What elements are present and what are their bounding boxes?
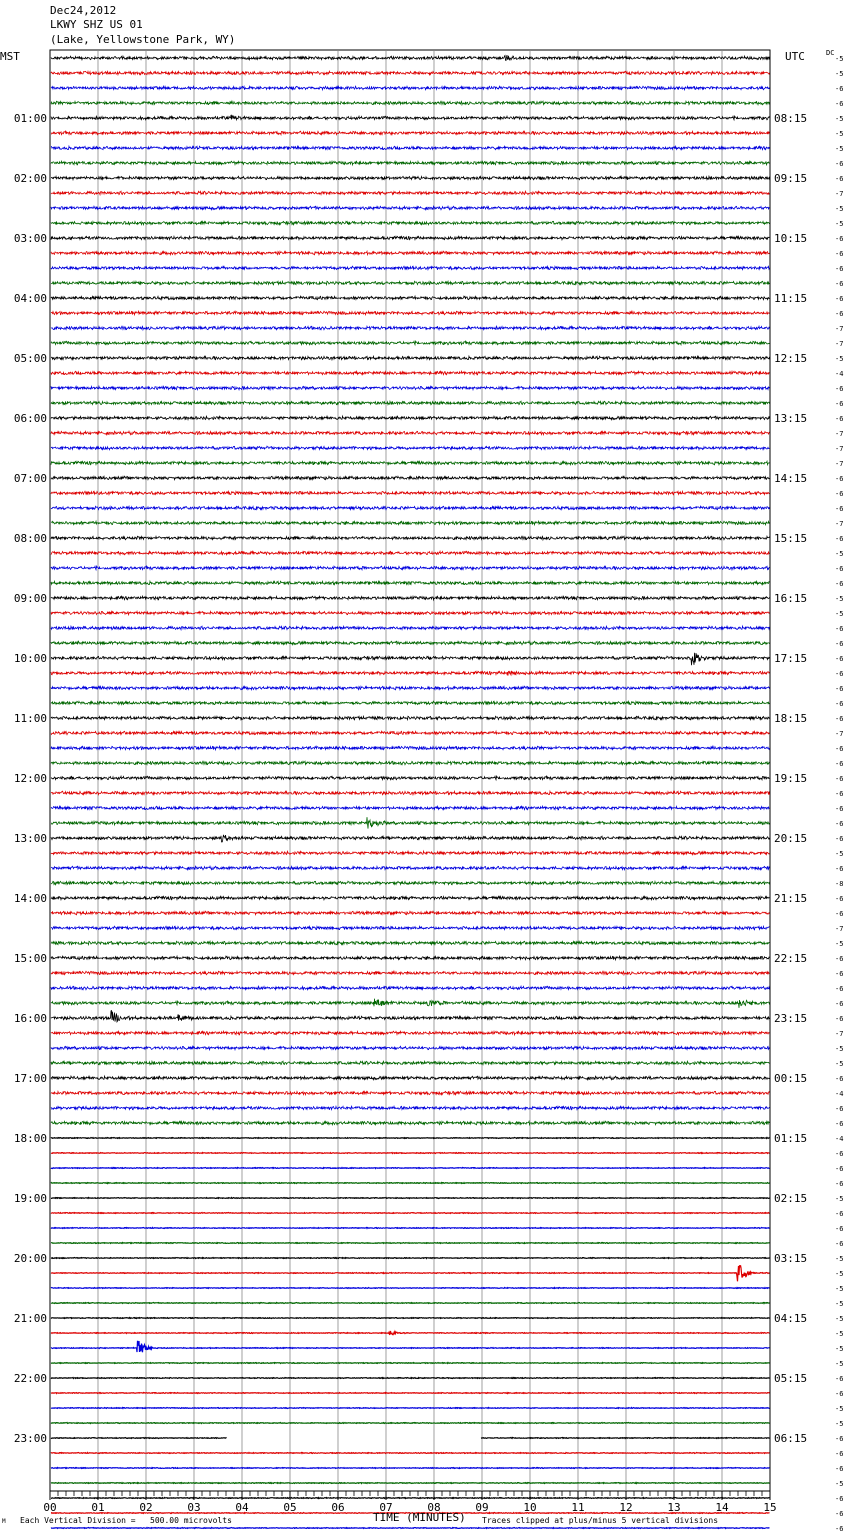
dc-offset-value: -6 — [835, 295, 844, 303]
seismic-trace-row — [51, 835, 770, 842]
x-tick-label: 14 — [715, 1501, 729, 1514]
dc-offset-value: -6 — [835, 775, 844, 783]
seismic-trace-row — [51, 1011, 770, 1022]
dc-offset-value: -6 — [835, 280, 844, 288]
x-tick-label: 12 — [619, 1501, 633, 1514]
left-hour-label: 21:00 — [13, 1312, 47, 1325]
right-hour-label: 20:15 — [774, 832, 808, 845]
seismic-trace-row — [51, 956, 770, 960]
seismic-trace-row — [51, 86, 770, 90]
seismic-trace-row — [51, 536, 770, 540]
seismic-trace-row — [51, 416, 770, 419]
dc-offset-value: -5 — [835, 1300, 844, 1308]
left-hour-label: 17:00 — [13, 1072, 47, 1085]
seismic-trace-row — [51, 746, 770, 749]
dc-offset-value: -6 — [835, 865, 844, 873]
dc-offset-value: -6 — [835, 400, 844, 408]
seismic-trace-row — [51, 1258, 770, 1259]
seismic-trace-row — [51, 191, 770, 194]
seismic-trace-row — [51, 551, 770, 555]
dc-offset-value: -8 — [835, 880, 844, 888]
right-hour-label: 00:15 — [774, 1072, 808, 1085]
seismic-trace-row — [51, 1408, 770, 1409]
x-tick-label: 11 — [571, 1501, 585, 1514]
dc-offset-value: -6 — [835, 1105, 844, 1113]
dc-offset-value: -6 — [835, 1240, 844, 1248]
seismic-trace-row — [51, 1243, 770, 1244]
dc-offset-value: -5 — [835, 1405, 844, 1413]
left-hour-label: 11:00 — [13, 712, 47, 725]
left-hour-label: 04:00 — [13, 292, 47, 305]
x-tick-label: 03 — [187, 1501, 201, 1514]
dc-offset-value: -5 — [835, 55, 844, 63]
right-hour-label: 18:15 — [774, 712, 808, 725]
seismic-trace-row — [51, 566, 770, 570]
left-hour-label: 06:00 — [13, 412, 47, 425]
seismic-trace-row — [51, 311, 770, 314]
dc-offset-value: -6 — [835, 715, 844, 723]
dc-offset-value: -5 — [835, 70, 844, 78]
seismic-trace-row — [51, 101, 770, 105]
seismic-trace-row — [51, 941, 770, 945]
dc-offset-value: -6 — [835, 1015, 844, 1023]
left-hour-label: 12:00 — [13, 772, 47, 785]
dc-offset-value: -6 — [835, 835, 844, 843]
seismic-trace-row — [51, 1138, 770, 1139]
dc-offset-value: -7 — [835, 445, 844, 453]
dc-offset-value: -5 — [835, 220, 844, 228]
clipping-note: Traces clipped at plus/minus 5 vertical divisions — [482, 1516, 719, 1525]
seismic-trace-row — [51, 1183, 770, 1184]
left-hour-label: 22:00 — [13, 1372, 47, 1385]
seismic-trace-row — [51, 1378, 770, 1379]
seismic-trace-row — [51, 1121, 770, 1125]
dc-offset-value: -7 — [835, 520, 844, 528]
seismic-trace-row — [51, 1331, 770, 1335]
seismic-trace-row — [51, 1423, 770, 1424]
dc-offset-value: -6 — [835, 475, 844, 483]
dc-offset-value: -6 — [835, 820, 844, 828]
dc-offset-value: -6 — [835, 700, 844, 708]
dc-offset-value: -6 — [835, 565, 844, 573]
left-hour-label: 19:00 — [13, 1192, 47, 1205]
dc-offset-value: -6 — [835, 310, 844, 318]
dc-offset-value: -5 — [835, 550, 844, 558]
dc-offset-value: -6 — [835, 655, 844, 663]
x-tick-label: 02 — [139, 1501, 153, 1514]
dc-offset-value: -7 — [835, 1030, 844, 1038]
seismic-trace-row — [51, 701, 770, 705]
dc-offset-value: -7 — [835, 730, 844, 738]
seismic-trace-row — [51, 881, 770, 885]
left-hour-label: 03:00 — [13, 232, 47, 245]
seismic-trace-row — [51, 791, 770, 795]
seismic-trace-row — [51, 1198, 770, 1199]
seismic-trace-row — [51, 431, 770, 434]
dc-offset-value: -5 — [835, 115, 844, 123]
seismic-trace-row — [51, 161, 770, 165]
dc-offset-value: -6 — [835, 985, 844, 993]
seismic-trace-row — [51, 581, 770, 584]
seismic-trace-row — [51, 115, 770, 120]
dc-offset-value: -6 — [835, 1150, 844, 1158]
dc-offset-value: -6 — [835, 580, 844, 588]
seismic-trace-row — [51, 326, 770, 330]
dc-offset-value: -5 — [835, 1195, 844, 1203]
dc-offset-value: -6 — [835, 955, 844, 963]
left-hour-label: 02:00 — [13, 172, 47, 185]
left-hour-label: 20:00 — [13, 1252, 47, 1265]
dc-offset-value: -6 — [835, 1435, 844, 1443]
seismic-trace-row — [51, 281, 770, 285]
x-tick-label: 08 — [427, 1501, 441, 1514]
dc-offset-value: -6 — [835, 1495, 844, 1503]
dc-offset-value: -6 — [835, 415, 844, 423]
station-location: (Lake, Yellowstone Park, WY) — [50, 33, 236, 46]
left-hour-label: 23:00 — [13, 1432, 47, 1445]
left-hour-label: 07:00 — [13, 472, 47, 485]
right-hour-label: 22:15 — [774, 952, 808, 965]
seismic-trace-row — [51, 1153, 770, 1154]
dc-offset-value: -6 — [835, 250, 844, 258]
right-hour-label: 19:15 — [774, 772, 808, 785]
record-date: Dec24,2012 — [50, 4, 117, 17]
seismic-trace-row — [51, 476, 770, 480]
seismic-trace-row — [51, 1228, 770, 1229]
seismic-trace-row — [51, 1341, 770, 1352]
dc-offset-value: -6 — [835, 1465, 844, 1473]
seismic-trace-row — [51, 1076, 770, 1080]
dc-offset-value: -5 — [835, 355, 844, 363]
dc-offset-value: -5 — [835, 1360, 844, 1368]
dc-offset-value: -6 — [835, 1120, 844, 1128]
dc-offset-value: -6 — [835, 640, 844, 648]
dc-offset-value: -6 — [835, 1165, 844, 1173]
dc-offset-value: -5 — [835, 595, 844, 603]
seismic-trace-row — [51, 626, 770, 630]
x-tick-label: 13 — [667, 1501, 681, 1514]
dc-offset-value: -6 — [835, 265, 844, 273]
seismic-trace-row — [51, 446, 770, 450]
seismic-trace-row — [51, 491, 770, 495]
right-hour-label: 12:15 — [774, 352, 808, 365]
seismic-trace-row — [51, 371, 770, 375]
seismic-trace-row — [51, 296, 770, 300]
station-code: LKWY SHZ US 01 — [50, 18, 143, 31]
dc-offset-value: -6 — [835, 1180, 844, 1188]
dc-offset-value: -5 — [835, 1270, 844, 1278]
dc-offset-value: -4 — [835, 370, 844, 378]
seismic-trace-row — [51, 611, 770, 615]
seismic-trace-row — [51, 851, 770, 854]
right-hour-label: 06:15 — [774, 1432, 808, 1445]
dc-offset-value: -6 — [835, 385, 844, 393]
left-hour-label: 08:00 — [13, 532, 47, 545]
left-hour-label: 13:00 — [13, 832, 47, 845]
x-tick-label: 00 — [43, 1501, 57, 1514]
seismic-trace-row — [51, 896, 770, 900]
left-hour-label: 16:00 — [13, 1012, 47, 1025]
x-tick-label: 05 — [283, 1501, 297, 1514]
dc-offset-header: DC — [826, 49, 835, 57]
dc-offset-value: -5 — [835, 1345, 844, 1353]
seismic-trace-row — [51, 999, 770, 1008]
x-tick-label: 01 — [91, 1501, 105, 1514]
dc-offset-value: -5 — [835, 1420, 844, 1428]
dc-offset-value: -5 — [835, 145, 844, 153]
seismic-trace-row — [51, 1265, 770, 1281]
right-timezone-label: UTC — [785, 50, 805, 63]
seismic-trace-row — [51, 71, 770, 75]
x-tick-label: 09 — [475, 1501, 489, 1514]
seismic-trace-row — [51, 506, 770, 510]
dc-offset-value: -5 — [835, 1330, 844, 1338]
left-hour-label: 09:00 — [13, 592, 47, 605]
seismic-trace-row — [51, 1106, 770, 1110]
dc-offset-value: -6 — [835, 100, 844, 108]
dc-offset-value: -7 — [835, 430, 844, 438]
dc-offset-value: -6 — [835, 805, 844, 813]
right-hour-label: 23:15 — [774, 1012, 808, 1025]
dc-offset-value: -4 — [835, 1090, 844, 1098]
seismic-trace-row — [51, 986, 770, 990]
dc-offset-value: -6 — [835, 1510, 844, 1518]
left-hour-label: 18:00 — [13, 1132, 47, 1145]
dc-offset-value: -6 — [835, 1225, 844, 1233]
right-hour-label: 08:15 — [774, 112, 808, 125]
dc-offset-value: -6 — [835, 490, 844, 498]
dc-offset-value: -6 — [835, 685, 844, 693]
left-hour-label: 01:00 — [13, 112, 47, 125]
seismic-trace-row — [51, 1498, 770, 1499]
dc-offset-value: -5 — [835, 1045, 844, 1053]
dc-offset-value: -6 — [835, 895, 844, 903]
seismic-trace-row — [51, 1318, 770, 1319]
seismic-trace-row — [51, 221, 770, 225]
right-hour-label: 09:15 — [774, 172, 808, 185]
seismic-trace-row — [51, 131, 770, 135]
left-hour-label: 14:00 — [13, 892, 47, 905]
dc-offset-value: -6 — [835, 505, 844, 513]
dc-offset-value: -6 — [835, 670, 844, 678]
right-hour-label: 16:15 — [774, 592, 808, 605]
seismic-trace-row — [51, 1091, 770, 1094]
seismic-trace-row — [51, 1061, 770, 1065]
right-hour-label: 13:15 — [774, 412, 808, 425]
dc-offset-value: -6 — [835, 1390, 844, 1398]
seismic-trace-row — [51, 806, 770, 810]
seismic-trace-row — [51, 686, 770, 690]
dc-offset-value: -6 — [835, 1375, 844, 1383]
dc-offset-value: -4 — [835, 1135, 844, 1143]
dc-offset-value: -5 — [835, 130, 844, 138]
seismic-trace-row — [51, 521, 770, 525]
seismic-trace-row — [51, 386, 770, 389]
seismic-trace-row — [51, 461, 770, 465]
seismic-trace-row — [51, 926, 770, 930]
dc-offset-value: -6 — [835, 790, 844, 798]
plot-frame — [50, 50, 770, 1491]
left-hour-label: 10:00 — [13, 652, 47, 665]
right-hour-label: 02:15 — [774, 1192, 808, 1205]
dc-offset-value: -5 — [835, 850, 844, 858]
dc-offset-value: -7 — [835, 460, 844, 468]
dc-offset-value: -6 — [835, 160, 844, 168]
x-tick-label: 04 — [235, 1501, 249, 1514]
right-hour-label: 21:15 — [774, 892, 808, 905]
seismic-trace-row — [51, 1528, 770, 1529]
dc-offset-value: -6 — [835, 760, 844, 768]
seismic-trace-row — [51, 251, 770, 255]
dc-offset-value: -6 — [835, 625, 844, 633]
seismic-trace-row — [51, 1046, 770, 1050]
left-timezone-label: MST — [0, 50, 20, 63]
vertical-scale-note: Each Vertical Division = 500.00 microvolts — [20, 1516, 232, 1525]
seismic-trace-row — [51, 1453, 770, 1454]
dc-offset-value: -6 — [835, 235, 844, 243]
seismic-trace-row — [51, 236, 770, 240]
dc-offset-value: -6 — [835, 910, 844, 918]
seismic-trace-row — [51, 671, 770, 676]
x-tick-label: 06 — [331, 1501, 345, 1514]
right-hour-label: 15:15 — [774, 532, 808, 545]
seismic-trace-row — [51, 817, 770, 829]
dc-offset-value: -6 — [835, 970, 844, 978]
seismic-trace-row — [51, 716, 770, 720]
seismic-trace-row — [51, 55, 770, 60]
seismic-trace-row — [51, 1168, 770, 1169]
right-hour-label: 01:15 — [774, 1132, 808, 1145]
dc-offset-value: -5 — [835, 1480, 844, 1488]
seismic-trace-row — [51, 1483, 770, 1484]
dc-offset-value: -5 — [835, 940, 844, 948]
seismic-trace-row — [51, 731, 770, 735]
right-hour-label: 05:15 — [774, 1372, 808, 1385]
corner-mark: M — [2, 1518, 6, 1525]
dc-offset-value: -7 — [835, 190, 844, 198]
x-tick-label: 10 — [523, 1501, 537, 1514]
seismic-trace-row — [51, 206, 770, 210]
dc-offset-value: -5 — [835, 205, 844, 213]
seismic-trace-row — [51, 653, 770, 665]
dc-offset-value: -5 — [835, 1060, 844, 1068]
dc-offset-value: -6 — [835, 1525, 844, 1533]
right-hour-label: 04:15 — [774, 1312, 808, 1325]
x-axis-label: TIME (MINUTES) — [373, 1511, 466, 1524]
seismic-trace-row — [51, 1438, 770, 1439]
seismic-trace-row — [51, 641, 770, 645]
seismic-trace-row — [51, 1213, 770, 1214]
seismic-trace-row — [51, 866, 770, 870]
seismic-trace-row — [51, 1468, 770, 1469]
seismic-trace-row — [51, 1288, 770, 1289]
dc-offset-value: -5 — [835, 1285, 844, 1293]
seismic-trace-row — [51, 266, 770, 270]
x-tick-label: 07 — [379, 1501, 393, 1514]
seismic-trace-row — [51, 146, 770, 149]
dc-offset-value: -6 — [835, 1075, 844, 1083]
dc-offset-value: -6 — [835, 745, 844, 753]
x-tick-label: 15 — [763, 1501, 777, 1514]
left-hour-label: 05:00 — [13, 352, 47, 365]
dc-offset-value: -5 — [835, 610, 844, 618]
right-hour-label: 11:15 — [774, 292, 808, 305]
dc-offset-value: -6 — [835, 1210, 844, 1218]
seismic-trace-row — [51, 971, 770, 975]
dc-offset-value: -6 — [835, 1450, 844, 1458]
seismic-trace-row — [51, 761, 770, 765]
seismic-trace-row — [51, 776, 770, 780]
seismic-trace-row — [51, 176, 770, 180]
seismic-trace-row — [51, 1303, 770, 1304]
seismic-trace-row — [51, 356, 770, 360]
dc-offset-value: -7 — [835, 925, 844, 933]
seismic-trace-row — [51, 596, 770, 600]
dc-offset-value: -7 — [835, 325, 844, 333]
dc-offset-value: -6 — [835, 1000, 844, 1008]
dc-offset-value: -5 — [835, 1315, 844, 1323]
right-hour-label: 14:15 — [774, 472, 808, 485]
left-hour-label: 15:00 — [13, 952, 47, 965]
dc-offset-value: -5 — [835, 1255, 844, 1263]
right-hour-label: 10:15 — [774, 232, 808, 245]
seismic-trace-row — [51, 401, 770, 405]
right-hour-label: 03:15 — [774, 1252, 808, 1265]
dc-offset-value: -6 — [835, 535, 844, 543]
seismic-trace-row — [51, 1031, 770, 1035]
dc-offset-value: -7 — [835, 340, 844, 348]
seismic-trace-row — [51, 911, 770, 915]
seismic-trace-row — [51, 1363, 770, 1364]
seismic-trace-row — [51, 1393, 770, 1394]
dc-offset-value: -6 — [835, 85, 844, 93]
dc-offset-value: -6 — [835, 175, 844, 183]
seismic-trace-row — [51, 341, 770, 345]
right-hour-label: 17:15 — [774, 652, 808, 665]
